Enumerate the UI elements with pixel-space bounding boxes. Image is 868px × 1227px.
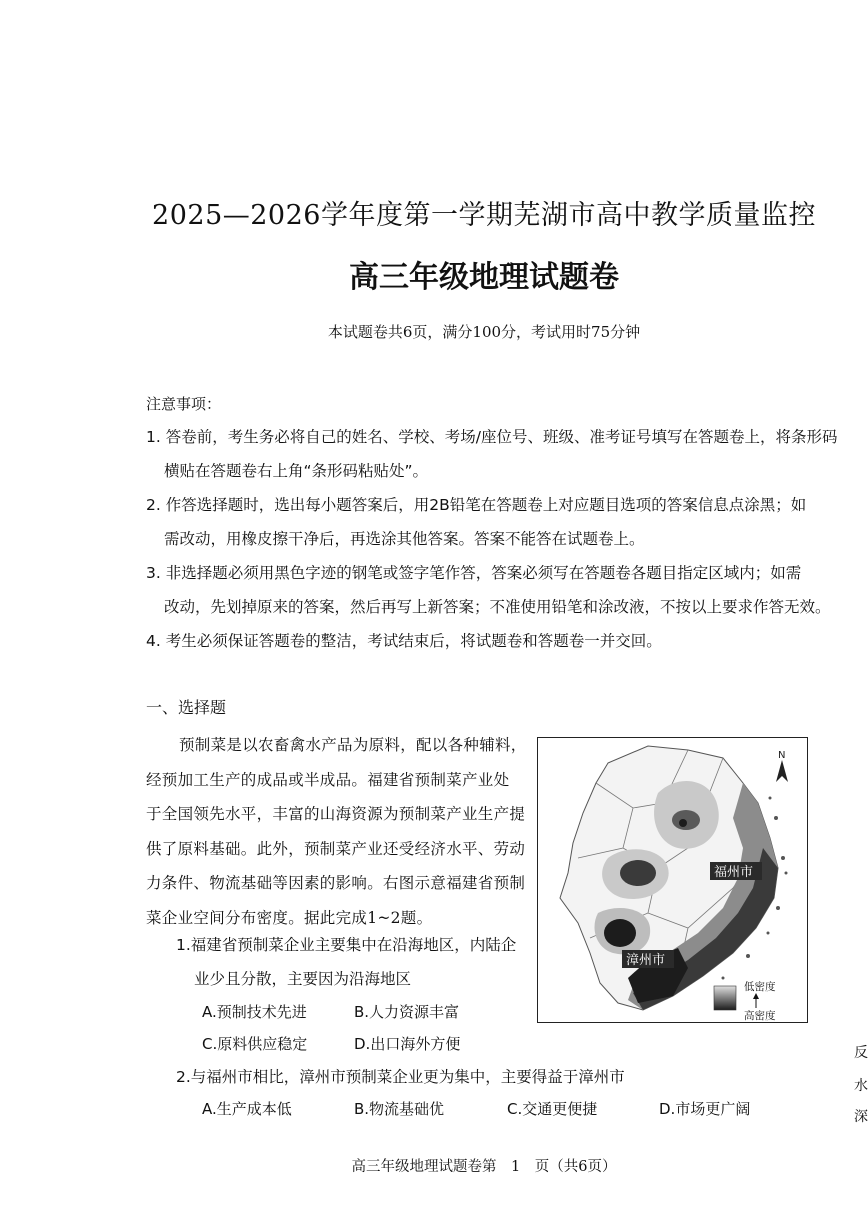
legend [714,980,776,1021]
notice-item-3-line2: 改动，先划掉原来的答案，然后再写上新答案；不准使用铅笔和涂改液，不按以上要求作答无效。 [164,598,831,616]
edge-char: 深 [854,1109,868,1125]
paper-title: 高三年级地理试题卷 [349,260,619,295]
edge-char: 水 [854,1078,868,1094]
fujian-density-map [537,737,808,1023]
paper-subtitle: 本试题卷共6页，满分100分，考试用时75分钟 [327,323,641,341]
notice-item-1-line1: 1. 答卷前，考生务必将自己的姓名、学校、考场/座位号、班级、准考证号填写在答题卷上，将条形码 [146,428,838,446]
passage-line: 预制菜是以农畜禽水产品为原料，配以各种辅料， [179,736,527,754]
question-2-option-b: B.物流基础优 [354,1100,445,1118]
label-fuzhou: 福州市 [714,865,754,880]
edge-char: 反 [854,1045,868,1061]
question-1-option-c: C.原料供应稳定 [202,1035,308,1053]
passage-line: 于全国领先水平，丰富的山海资源为预制菜产业生产提 [146,805,526,823]
passage [146,728,531,935]
notice-item-2-line1: 2. 作答选择题时，选出每小题答案后，用2B铅笔在答题卷上对应题目选项的答案信息点涂黑；如 [146,496,807,514]
passage-line: 菜企业空间分布密度。据此完成1~2题。 [146,908,433,927]
north-arrow-icon [776,750,788,782]
page-footer: 高三年级地理试题卷第 1 页（共6页） [351,1159,617,1175]
legend-low: 低密度 [744,981,776,993]
question-2-option-a: A.生产成本低 [202,1100,292,1118]
question-2-stem: 2.与福州市相比，漳州市预制菜企业更为集中，主要得益于漳州市 [176,1068,625,1086]
notice-item-4-line1: 4. 考生必须保证答题卷的整洁，考试结束后，将试题卷和答题卷一并交回。 [146,632,662,650]
map-svg [538,738,806,1021]
question-1-stem-line2: 业少且分散，主要因为沿海地区 [194,970,412,988]
question-2-option-c: C.交通更便捷 [507,1100,598,1118]
notice-item-3-line1: 3. 非选择题必须用黑色字迹的钢笔或签字笔作答，答案必须写在答题卷各题目指定区域内；如需 [146,564,802,582]
question-1-stem-line1: 1.福建省预制菜企业主要集中在沿海地区，内陆企 [176,936,517,954]
passage-line: 经预加工生产的成品或半成品。福建省预制菜产业处 [146,770,510,789]
dark-core-north [672,810,700,830]
question-1-option-a: A.预制技术先进 [202,1003,307,1021]
passage-line: 供了原料基础。此外，预制菜产业还受经济水平、劳动 [146,839,526,858]
north-label: N [778,750,786,761]
dark-core-south [604,919,636,947]
dark-core-center [679,819,687,827]
question-1-option-b: B.人力资源丰富 [354,1003,460,1021]
label-zhangzhou: 漳州市 [626,953,666,968]
exam-title: 2025—2026学年度第一学期芜湖市高中教学质量监控 [152,200,816,231]
notice-heading: 注意事项： [146,395,222,413]
dark-core-west [620,860,656,886]
section-heading: 一、选择题 [146,698,227,717]
question-2-option-d: D.市场更广阔 [659,1100,751,1118]
legend-high: 高密度 [744,1010,776,1021]
question-1-option-d: D.出口海外方便 [354,1035,461,1053]
notice-item-2-line2: 需改动，用橡皮擦干净后，再选涂其他答案。答案不能答在试题卷上。 [164,530,645,548]
notice-item-1-line2: 横贴在答题卷右上角“条形码粘贴处”。 [164,462,429,480]
passage-line: 力条件、物流基础等因素的影响。右图示意福建省预制 [146,874,526,892]
